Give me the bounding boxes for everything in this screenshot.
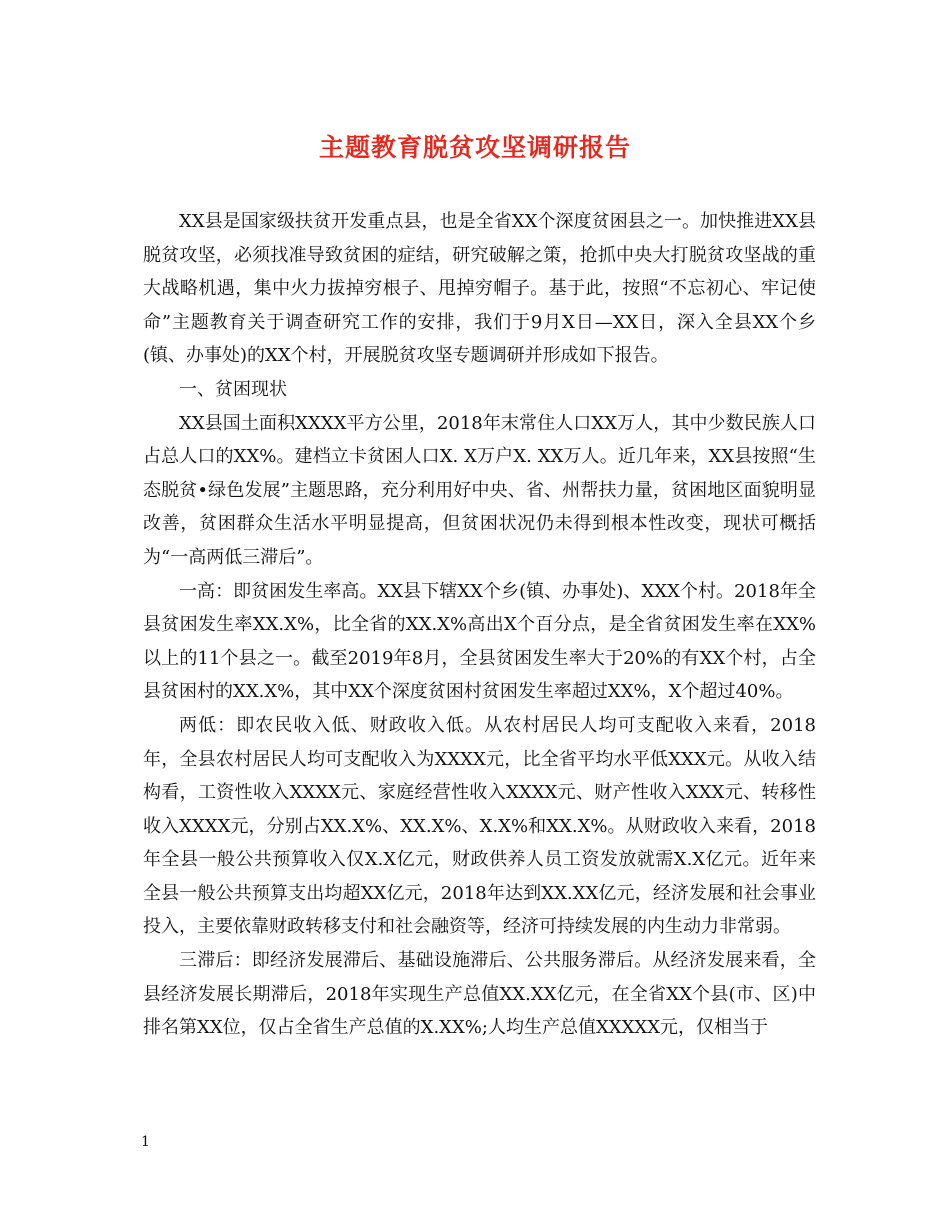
document-body [143, 205, 816, 1045]
page-number: 1 [141, 1134, 150, 1150]
paragraph-three-lag: 三滞后：即经济发展滞后、基础设施滞后、公共服务滞后。从经济发展来看，全县经济发展长期滞后，2018年实现生产总值XX.XX亿元，在全省XX个县(市、区)中排名第XX位，仅占全省生产总值的X.XX%;人均生产总值XXXXX元，仅相当于 [143, 950, 816, 1039]
paragraph-intro: XX县是国家级扶贫开发重点县，也是全省XX个深度贫困县之一。加快推进XX县脱贫攻坚，必须找准导致贫困的症结，研究破解之策，抢抓中央大打脱贫攻坚战的重大战略机遇，集中火力拔掉穷根子、甩掉穷帽子。基于此，按照“不忘初心、牢记使命”主题教育关于调查研究工作的安排，我们于9月X日—XX日，深入全县XX个乡(镇、办事处)的XX个村，开展脱贫攻坚专题调研并形成如下报告。 [143, 211, 816, 367]
section-heading-poverty-status: 一、贫困现状 [179, 378, 287, 400]
paragraph-county-overview: XX县国土面积XXXX平方公里，2018年末常住人口XX万人，其中少数民族人口占总人口的XX%。建档立卡贫困人口X. X万户X. XX万人。近几年来，XX县按照“生态脱贫•绿色发展”主题思路，充分利用好中央、省、州帮扶力量，贫困地区面貌明显改善，贫困群众生活水平明显提高，但贫困状况仍未得到根本性改变，现状可概括为“一高两低三滞后”。 [143, 412, 816, 568]
paragraph-two-low: 两低：即农民收入低、财政收入低。从农村居民人均可支配收入来看，2018年，全县农村居民人均可支配收入为XXXX元，比全省平均水平低XXX元。从收入结构看，工资性收入XXXX元、家庭经营性收入XXXX元、财产性收入XXX元、转移性收入XXXX元，分别占XX.X%、XX.X%、X.X%和XX.X%。从财政收入来看，2018年全县一般公共预算收入仅X.X亿元，财政供养人员工资发放就需X.X亿元。近年来全县一般公共预算支出均超XX亿元，2018年达到XX.XX亿元，经济发展和社会事业投入，主要依靠财政转移支付和社会融资等，经济可持续发展的内生动力非常弱。 [143, 714, 816, 938]
document-title: 主题教育脱贫攻坚调研报告 [318, 133, 631, 162]
paragraph-one-high: 一高：即贫困发生率高。XX县下辖XX个乡(镇、办事处)、XXX个村。2018年全县贫困发生率XX.X%，比全省的XX.X%高出X个百分点，是全省贫困发生率在XX%以上的11个县之一。截至2019年8月，全县贫困发生率大于20%的有XX个村，占全县贫困村的XX.X%，其中XX个深度贫困村贫困发生率超过XX%，X个超过40%。 [143, 580, 816, 703]
